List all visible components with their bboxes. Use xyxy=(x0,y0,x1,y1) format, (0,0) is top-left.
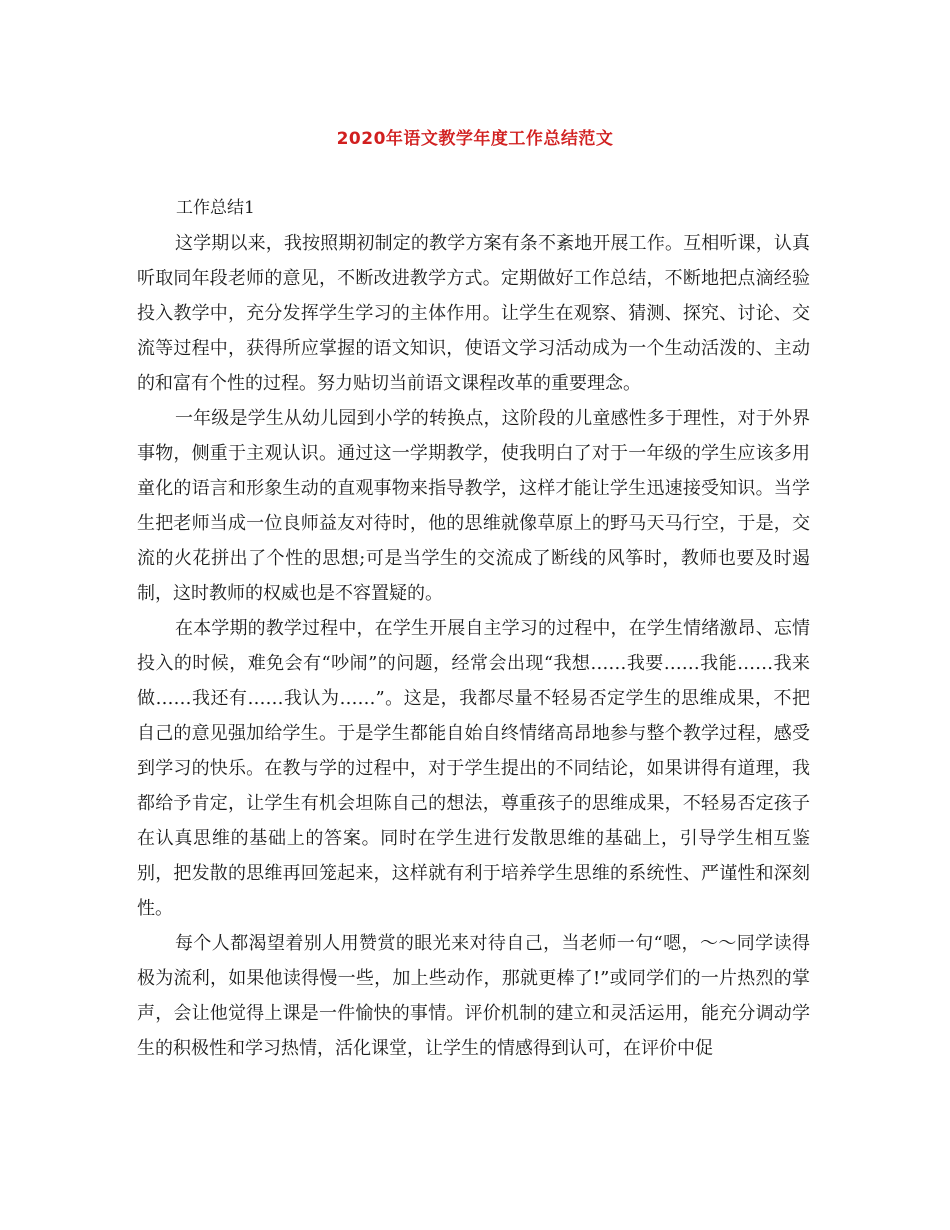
document-body xyxy=(137,226,810,1066)
body-paragraph: 在本学期的教学过程中，在学生开展自主学习的过程中，在学生情绪激昂、忘情投入的时候，难免会有“吵闹”的问题，经常会出现“我想……我要……我能……我来做……我还有……我认为……”。这是，我都尽量不轻易否定学生的思维成果，不把自己的意见强加给学生。于是学生都能自始自终情绪高昂地参与整个教学过程，感受到学习的快乐。在教与学的过程中，对于学生提出的不同结论，如果讲得有道理，我都给予肯定，让学生有机会坦陈自己的想法，尊重孩子的思维成果，不轻易否定孩子在认真思维的基础上的答案。同时在学生进行发散思维的基础上，引导学生相互鉴别，把发散的思维再回笼起来，这样就有利于培养学生思维的系统性、严谨性和深刻性。 xyxy=(137,618,810,919)
body-paragraph: 每个人都渴望着别人用赞赏的眼光来对待自己，当老师一句“嗯，～～同学读得极为流利，如果他读得慢一些，加上些动作，那就更棒了!”或同学们的一片热烈的掌声，会让他觉得上课是一件愉快的事情。评价机制的建立和灵活运用，能充分调动学生的积极性和学习热情，活化课堂，让学生的情感得到认可，在评价中促 xyxy=(137,933,810,1059)
section-heading: 工作总结1 xyxy=(176,198,255,218)
body-paragraph: 一年级是学生从幼儿园到小学的转换点，这阶段的儿童感性多于理性，对于外界事物，侧重于主观认识。通过这一学期教学，使我明白了对于一年级的学生应该多用童化的语言和形象生动的直观事物来指导教学，这样才能让学生迅速接受知识。当学生把老师当成一位良师益友对待时，他的思维就像草原上的野马天马行空，于是，交流的火花拼出了个性的思想;可是当学生的交流成了断线的风筝时，教师也要及时遏制，这时教师的权威也是不容置疑的。 xyxy=(137,408,810,604)
body-paragraph: 这学期以来，我按照期初制定的教学方案有条不紊地开展工作。互相听课，认真听取同年段老师的意见，不断改进教学方式。定期做好工作总结，不断地把点滴经验投入教学中，充分发挥学生学习的主体作用。让学生在观察、猜测、探究、讨论、交流等过程中，获得所应掌握的语文知识，使语文学习活动成为一个生动活泼的、主动的和富有个性的过程。努力贴切当前语文课程改革的重要理念。 xyxy=(137,233,810,394)
document-title: 2020年语文教学年度工作总结范文 xyxy=(336,129,614,149)
